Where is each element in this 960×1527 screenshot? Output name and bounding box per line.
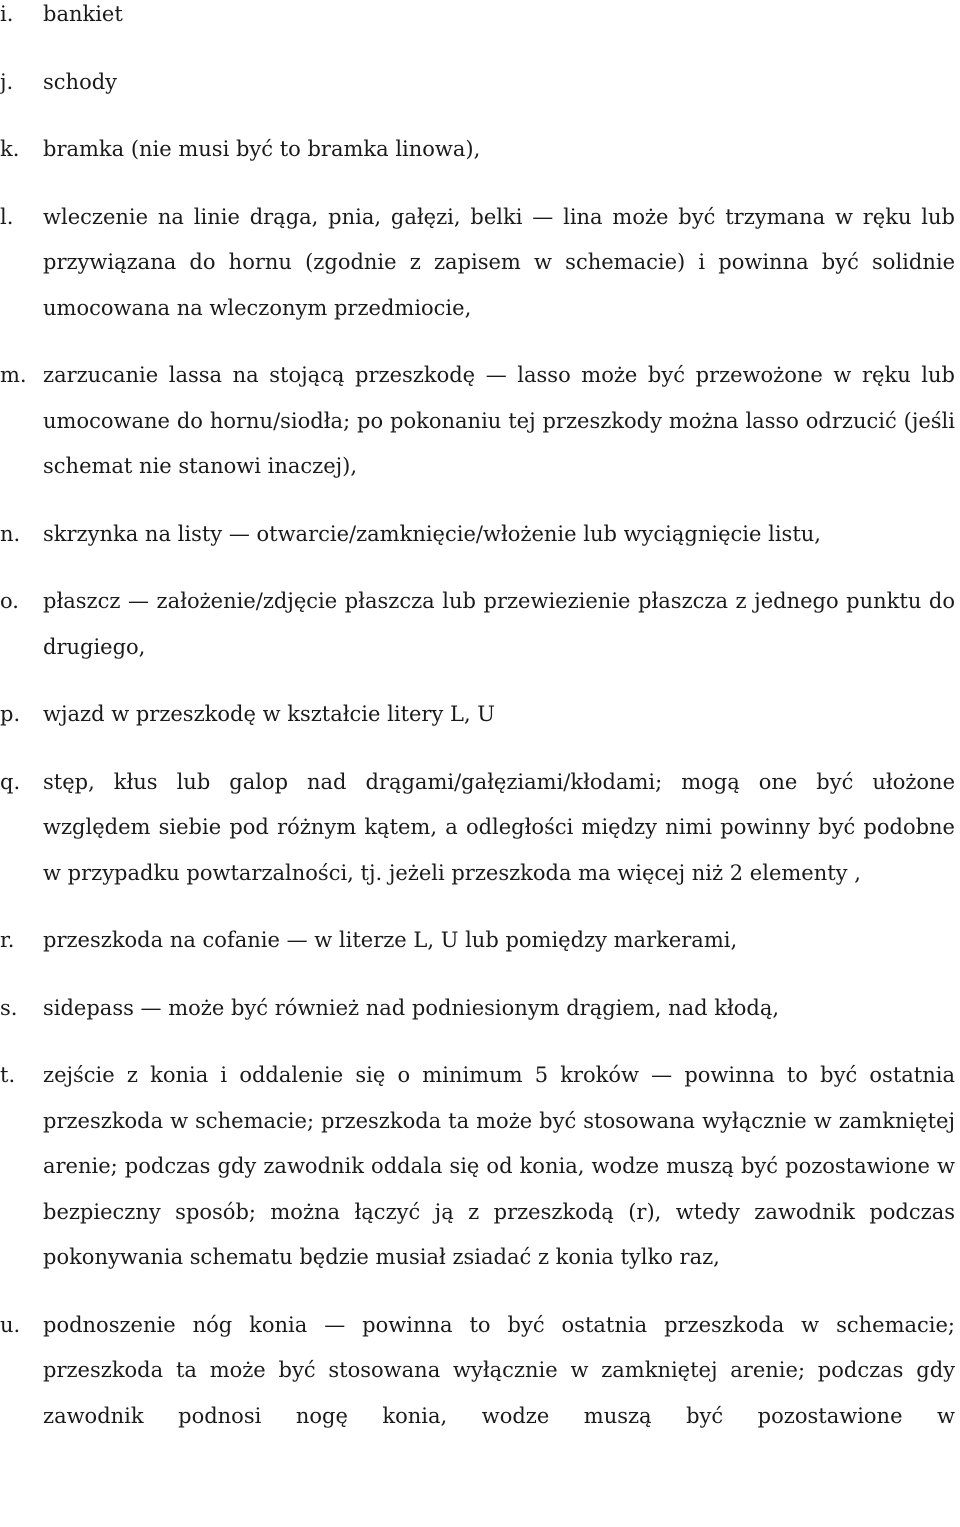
list-marker: q. [0, 769, 21, 794]
list-item [0, 0, 960, 38]
list-item-text: zejście z konia i oddalenie się o minimum 5 kroków — powinna to być ostatnia przeszkoda w schemacie; przeszkoda ta może być stosowana wyłącznie w zamkniętej arenie; podczas gdy zawodnik oddala się od konia, wodze muszą być pozostawione w bezpieczny sposób; można łączyć ją z przeszkodą (r), wtedy zawodnik podczas pokonywania schematu będzie musiał zsiadać z konia tylko raz, [43, 1063, 955, 1269]
list-item-text: wjazd w przeszkodę w kształcie litery L, U [43, 702, 496, 726]
list-item [0, 1053, 960, 1281]
list-marker: t. [0, 1063, 16, 1087]
list-item-text: przeszkoda na cofanie — w literze L, U lub pomiędzy markerami, [43, 928, 738, 952]
list-marker: k. [0, 137, 20, 161]
list-item [0, 918, 960, 964]
list-marker: r. [0, 928, 15, 952]
list-item-text: bramka (nie musi być to bramka linowa), [43, 137, 481, 161]
list-item [0, 512, 960, 558]
list-marker: l. [0, 204, 14, 229]
list-item [0, 353, 960, 490]
list-item [0, 60, 960, 106]
list-marker: i. [0, 2, 14, 26]
list-item-text: wleczenie na linie drąga, pnia, gałęzi, belki — lina może być trzymana w ręku lub przywiązana do hornu (zgodnie z zapisem w schemacie) i powinna być solidnie umocowana na wleczonym przedmiocie, [43, 204, 955, 320]
list-marker: o. [0, 589, 19, 613]
list-item [0, 195, 960, 332]
list-marker: s. [0, 995, 18, 1020]
list-marker: n. [0, 521, 21, 546]
list-item-text: płaszcz — założenie/zdjęcie płaszcza lub przewiezienie płaszcza z jednego punktu do drugiego, [43, 589, 955, 659]
list-item [0, 127, 960, 173]
list-item-text: schody [43, 69, 118, 94]
list-item-text: sidepass — może być również nad podniesionym drągiem, nad kłodą, [43, 995, 780, 1020]
list-item-text: stęp, kłus lub galop nad drągami/gałęziami/kłodami; mogą one być ułożone względem siebie pod różnym kątem, a odległości między nimi powinny być podobne w przypadku powtarzalności, tj. jeżeli przeszkoda ma więcej niż 2 elementy , [43, 769, 955, 885]
list-item [0, 579, 960, 670]
list-item [0, 986, 960, 1032]
list-item-text: skrzynka na listy — otwarcie/zamknięcie/włożenie lub wyciągnięcie listu, [43, 521, 821, 546]
list-marker: m. [0, 363, 27, 387]
list-item [0, 760, 960, 897]
list-marker: j. [0, 69, 14, 94]
list-marker: u. [0, 1312, 21, 1337]
list-item [0, 1303, 960, 1440]
list-marker: p. [0, 702, 21, 726]
list-item [0, 692, 960, 738]
list-item-text: zarzucanie lassa na stojącą przeszkodę — lasso może być przewożone w ręku lub umocowane do hornu/siodła; po pokonaniu tej przeszkody można lasso odrzucić (jeśli schemat nie stanowi inaczej), [43, 363, 955, 478]
list-item-text: podnoszenie nóg konia — powinna to być ostatnia przeszkoda w schemacie; przeszkoda ta może być stosowana wyłącznie w zamkniętej arenie; podczas gdy zawodnik podnosi nogę konia, wodze muszą być pozostawione w [43, 1312, 955, 1428]
list-item-text: bankiet [43, 2, 123, 26]
